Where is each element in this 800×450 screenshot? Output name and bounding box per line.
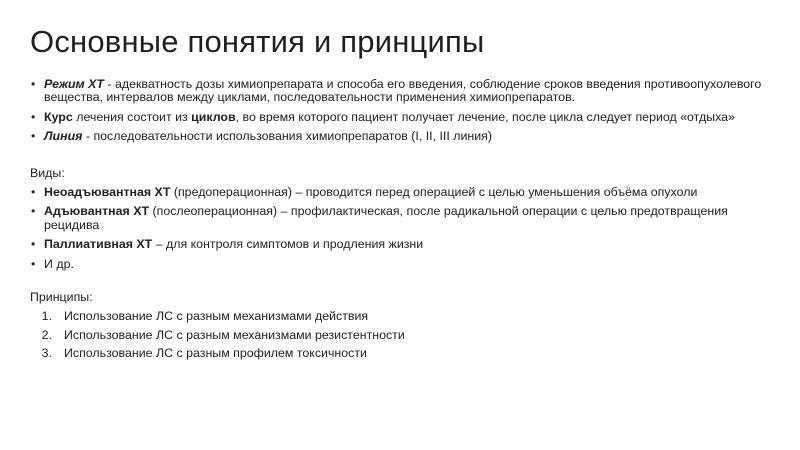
principle-text: Использование ЛС с разным профилем токсичности [64, 346, 367, 361]
list-item [30, 111, 770, 124]
list-item [30, 130, 770, 143]
types-label: Виды: [30, 165, 65, 180]
bullet-icon: • [31, 204, 36, 219]
bullet-icon: • [31, 129, 36, 144]
types-list [30, 186, 770, 271]
bullet-icon: • [31, 237, 36, 252]
concept-text: , во время которого пациент получает лечение, после цикла следует период «отдыха» [235, 109, 735, 124]
type-text: – для контроля симптомов и продления жизни [152, 237, 424, 252]
bullet-icon: • [31, 185, 36, 200]
bullet-icon: • [31, 77, 36, 91]
concept-term: Режим ХТ [44, 77, 104, 91]
bullet-icon: • [31, 109, 36, 124]
concept-text: - последовательности использования химиопрепаратов (I, II, III линия) [82, 129, 493, 144]
type-text: И др. [44, 256, 74, 271]
type-term: Паллиативная ХТ [44, 237, 153, 252]
principles-list [30, 310, 770, 360]
list-number: 3. [41, 346, 52, 361]
principle-text: Использование ЛС с разным механизмами действия [64, 309, 369, 324]
concept-text: - адекватность дозы химиопрепарата и способа его введения, соблюдение сроков введения противоопухолевого вещества, интервалов между циклами, последовательности применения химиопрепаратов. [44, 77, 762, 105]
list-item [30, 186, 770, 199]
list-item [30, 329, 770, 342]
list-number: 2. [41, 327, 52, 342]
concept-term: Линия [44, 129, 83, 144]
concept-text: лечения состоит из [72, 109, 192, 124]
list-item [30, 258, 770, 271]
list-item [30, 347, 770, 360]
concept-term: Курс [44, 109, 73, 124]
list-item [30, 310, 770, 323]
list-item [30, 205, 770, 232]
principles-label: Принципы: [30, 290, 93, 305]
list-item [30, 78, 770, 105]
list-number: 1. [41, 309, 52, 324]
type-text: (предоперационная) – проводится перед операцией с целью уменьшения объёма опухоли [170, 185, 698, 200]
list-item [30, 238, 770, 251]
concepts-list [30, 78, 770, 144]
slide-content [30, 78, 770, 366]
bullet-icon: • [31, 256, 36, 271]
concept-term-secondary: циклов [191, 109, 236, 124]
type-term: Неоадъювантная ХТ [44, 185, 171, 200]
type-term: Адъювантная ХТ [44, 204, 150, 219]
principle-text: Использование ЛС с разным механизмами резистентности [64, 327, 405, 342]
slide-title: Основные понятия и принципы [30, 24, 485, 59]
type-text: (послеоперационная) – профилактическая, после радикальной операции с целью предотвращения рецидива [44, 204, 728, 232]
